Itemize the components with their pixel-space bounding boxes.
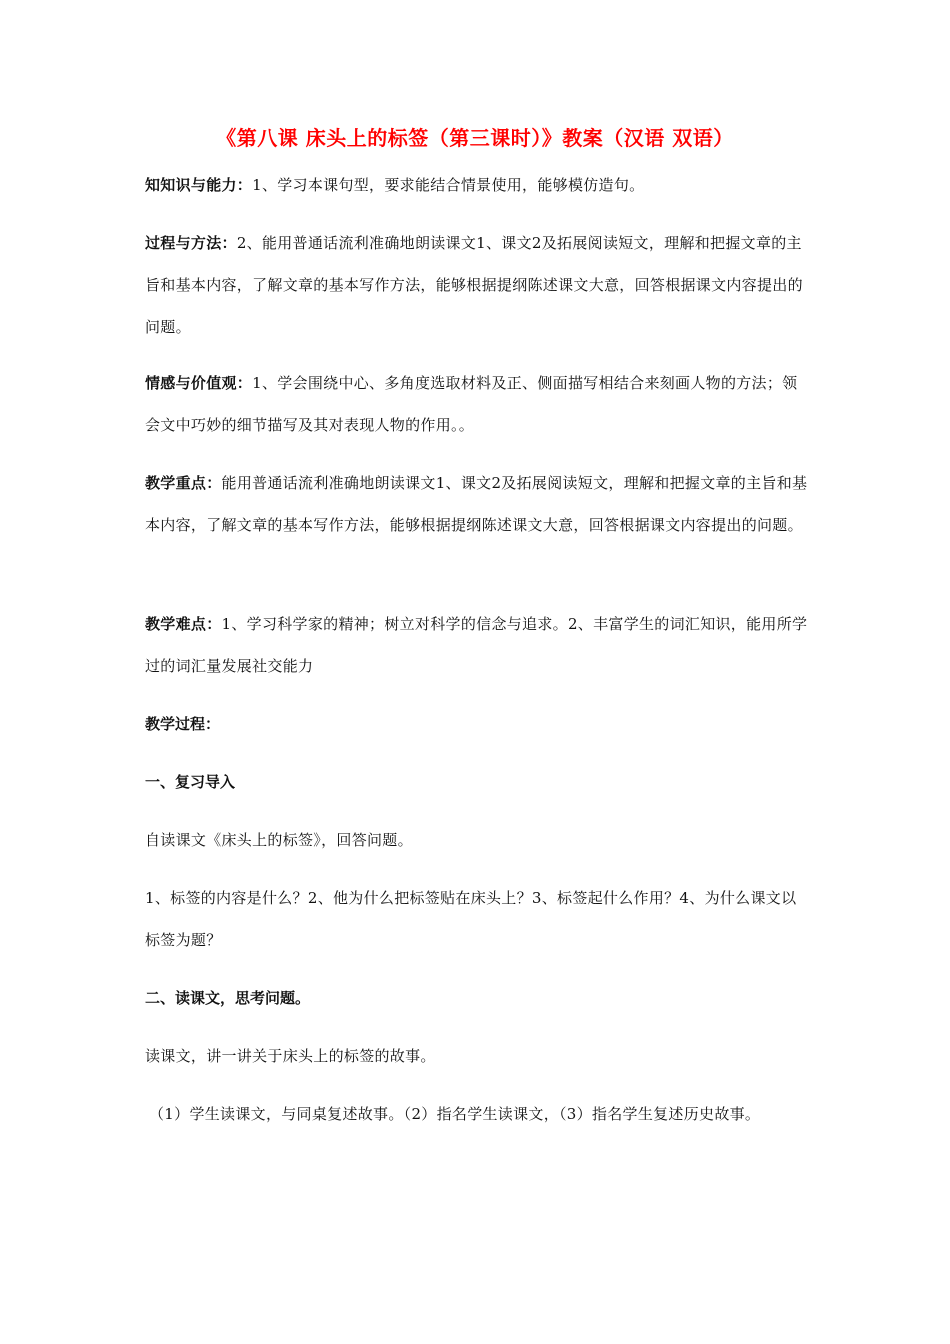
objective-text: 1、学习本课句型，要求能结合情景使用，能够模仿造句。 [252,176,645,194]
objective-emotion [145,362,810,446]
section1-questions: 1、标签的内容是什么？2、他为什么把标签贴在床头上？3、标签起什么作用？4、为什么课文以标签为题？ [145,889,797,949]
objective-text: 能用普通话流利准确地朗读课文1、课文2及拓展阅读短文，理解和把握文章的主旨和基本内容，了解文章的基本写作方法，能够根据提纲陈述课文大意，回答根据课文内容提出的问题。 [145,474,808,534]
objective-text: 1、学会围绕中心、多角度选取材料及正、侧面描写相结合来刻画人物的方法；领会文中巧妙的细节描写及其对表现人物的作用。。 [145,374,798,434]
objective-text: 2、能用普通话流利准确地朗读课文1、课文2及拓展阅读短文，理解和把握文章的主旨和基本内容，了解文章的基本写作方法，能够根据提纲陈述课文大意，回答根据课文内容提出的问题。 [145,234,803,336]
teaching-difficulty [145,603,810,687]
document-title: 《第八课 床头上的标签（第三课时）》教案（汉语 双语） [216,126,734,150]
teaching-focus [145,462,810,546]
objective-text: 1、学习科学家的精神；树立对科学的信念与追求。2、丰富学生的词汇知识，能用所学过的词汇量发展社交能力 [145,615,808,675]
objective-knowledge [145,164,810,206]
objective-label: 过程与方法： [145,234,237,252]
section2-steps: （1）学生读课文，与同桌复述故事。（2）指名学生读课文，（3）指名学生复述历史故事。 [149,1105,761,1123]
section1-heading: 一、复习导入 [145,773,236,791]
objective-label: 知知识与能力： [145,176,253,194]
process-heading: 教学过程： [145,715,221,733]
objective-process [145,222,810,348]
objective-label: 教学重点： [145,474,222,492]
objective-label: 教学难点： [145,615,222,633]
section1-intro: 自读课文《床头上的标签》，回答问题。 [145,831,413,849]
section2-heading: 二、读课文，思考问题。 [145,989,311,1007]
objective-label: 情感与价值观： [145,374,253,392]
section2-intro: 读课文，讲一讲关于床头上的标签的故事。 [145,1047,436,1065]
